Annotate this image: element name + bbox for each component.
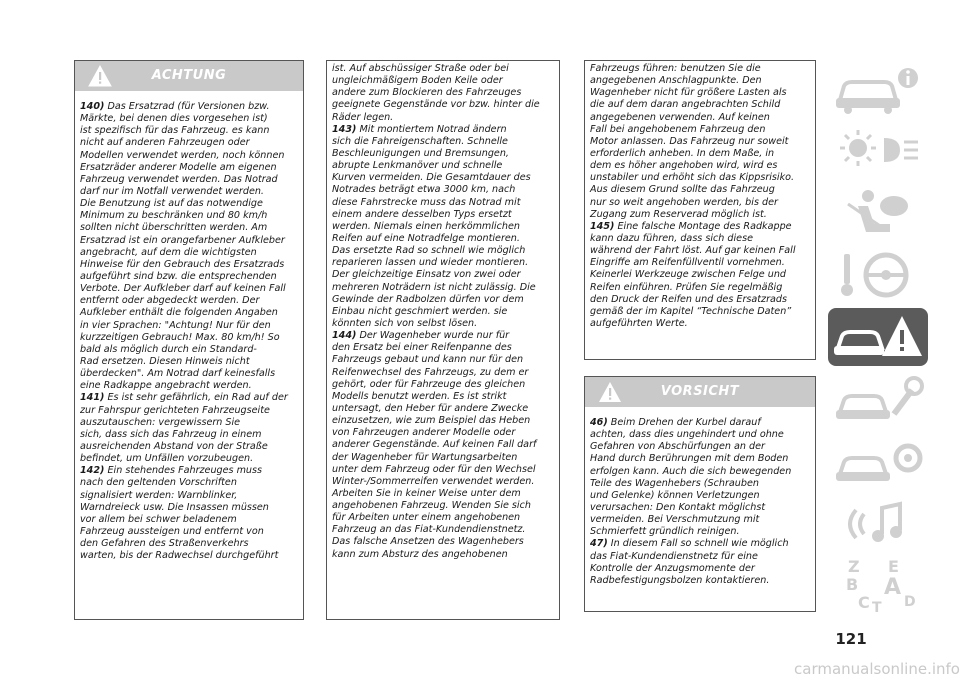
text-line bbox=[80, 113, 288, 125]
text-line bbox=[80, 125, 288, 137]
text-line bbox=[80, 320, 288, 332]
tab-technical-data[interactable] bbox=[828, 432, 928, 490]
text-line bbox=[80, 538, 288, 550]
text-line bbox=[590, 245, 795, 257]
line-text: Ersatzräder anderer Modelle am eigenen bbox=[80, 161, 277, 173]
line-text: in vier Sprachen: "Achtung! Nur für den bbox=[80, 319, 271, 331]
line-text: andere zum Blockieren des Fahrzeuges bbox=[332, 87, 522, 99]
text-line bbox=[332, 87, 540, 99]
line-text: gemäß der im Kapitel “Technische Daten” bbox=[590, 305, 792, 317]
line-text: Die Benutzung ist auf das notwendige bbox=[80, 198, 263, 210]
note-number: 141) bbox=[80, 392, 105, 404]
text-line bbox=[332, 367, 540, 379]
tab-starting-driving[interactable] bbox=[828, 246, 928, 304]
warning-text-block bbox=[590, 63, 795, 330]
text-line bbox=[332, 294, 540, 306]
line-text: ist spezifisch für das Fahrzeug. es kann bbox=[80, 125, 270, 137]
line-text: verursachen: Den Kontakt möglichst bbox=[590, 501, 766, 513]
text-line bbox=[590, 197, 795, 209]
text-line bbox=[80, 295, 288, 307]
text-line bbox=[590, 209, 795, 221]
text-line bbox=[332, 221, 540, 233]
note-number: 144) bbox=[332, 330, 357, 342]
line-text: dem es höher angehoben wird, wird es bbox=[590, 160, 778, 172]
note-number: 142) bbox=[80, 465, 105, 477]
text-line bbox=[590, 441, 791, 453]
line-text: angegebenen Anschlagpunkte. Den bbox=[590, 75, 762, 87]
line-text: werden. Niemals einen herkömmlichen bbox=[332, 220, 520, 232]
line-text: Märkte, bei denen dies vorgesehen ist) bbox=[80, 113, 268, 125]
index-letter-a: A bbox=[884, 575, 902, 600]
text-line bbox=[590, 184, 795, 196]
warning-text-block bbox=[80, 101, 288, 562]
tab-maintenance[interactable] bbox=[828, 370, 928, 428]
text-line bbox=[332, 136, 540, 148]
line-text: Notrades beträgt etwa 3000 km, nach bbox=[332, 184, 516, 196]
text-line bbox=[590, 490, 791, 502]
index-letter-b: B bbox=[846, 575, 859, 594]
line-text: Arbeiten Sie in keiner Weise unter dem bbox=[332, 487, 521, 499]
text-line bbox=[332, 391, 540, 403]
line-text: die auf dem daran angebrachten Schild bbox=[590, 99, 781, 111]
text-line bbox=[80, 222, 288, 234]
line-text: für Arbeiten unter einem angehobenen bbox=[332, 512, 521, 524]
text-line bbox=[332, 415, 540, 427]
line-text: sollten nicht überschritten werden. Am bbox=[80, 222, 268, 234]
text-line bbox=[590, 221, 795, 233]
line-text: diese Fahrstrecke muss das Notrad mit bbox=[332, 196, 521, 208]
warning-column-2 bbox=[326, 60, 560, 620]
text-line bbox=[590, 257, 795, 269]
watermark: carmanualsonline.info bbox=[794, 660, 960, 678]
text-line bbox=[332, 512, 540, 524]
text-line bbox=[332, 488, 540, 500]
line-text: Ein stehendes Fahrzeuges muss bbox=[104, 465, 262, 477]
text-line bbox=[590, 282, 795, 294]
note-number: 140) bbox=[80, 101, 105, 112]
text-line bbox=[80, 332, 288, 344]
line-text: Das Ersatzrad (für Versionen bzw. bbox=[104, 101, 270, 112]
line-text: kann dazu führen, dass sich diese bbox=[590, 232, 753, 244]
line-text: Modellen verwendet werden, noch können bbox=[80, 149, 285, 161]
line-text: nur so weit angehoben werden, bis der bbox=[590, 196, 778, 208]
text-line bbox=[80, 417, 288, 429]
line-text: Reifen einführen. Prüfen Sie regelmäßig bbox=[590, 281, 783, 293]
line-text: ungleichmäßigem Boden Keile oder bbox=[332, 75, 503, 87]
line-text: entfernt oder abgedeckt werden. Der bbox=[80, 295, 260, 307]
tech-data-icon bbox=[828, 432, 928, 490]
text-line bbox=[80, 429, 288, 441]
line-text: anderer Gegenstände. Auf keinen Fall darf bbox=[332, 439, 537, 451]
line-text: Es ist sehr gefährlich, ein Rad auf der bbox=[104, 392, 288, 404]
line-text: geeignete Gegenstände vor bzw. hinter die bbox=[332, 99, 540, 111]
line-text: während der Fahrt löst. Auf gar keinen Fall bbox=[590, 245, 796, 257]
note-number: 46) bbox=[590, 417, 608, 428]
line-text: Reifenwechsel des Fahrzeugs, zu dem er bbox=[332, 366, 529, 378]
line-text: Eine falsche Montage des Radkappe bbox=[614, 220, 792, 232]
line-text: warten, bis der Radwechsel durchgeführt bbox=[80, 550, 279, 562]
line-text: Schmierfett gründlich reinigen. bbox=[590, 526, 740, 538]
line-text: Radbefestigungsbolzen kontaktieren. bbox=[590, 574, 770, 586]
multimedia-icon bbox=[828, 494, 928, 552]
text-line bbox=[332, 99, 540, 111]
line-text: signalisiert werden: Warnblinker, bbox=[80, 489, 238, 501]
line-text: Fahrzeug aussteigen und entfernt von bbox=[80, 525, 264, 537]
line-text: erforderlich anheben. In dem Maße, in bbox=[590, 147, 775, 159]
line-text: Eingriffe am Reifenfüllventil vornehmen. bbox=[590, 257, 785, 269]
line-text: Verbote. Der Aufkleber darf auf keinen Fall bbox=[80, 283, 286, 295]
text-line bbox=[590, 318, 795, 330]
text-line bbox=[590, 563, 791, 575]
tab-multimedia[interactable] bbox=[828, 494, 928, 552]
line-text: das Fiat-Kundendienstnetz für eine bbox=[590, 550, 758, 562]
line-text: Minimum zu beschränken und 80 km/h bbox=[80, 210, 268, 222]
line-text: Teile des Wagenhebers (Schrauben bbox=[590, 477, 759, 489]
text-line bbox=[80, 490, 288, 502]
line-text: gehört, oder für Fahrzeuge des gleichen bbox=[332, 378, 526, 390]
line-text: befindet, um Unfällen vorzubeugen. bbox=[80, 453, 254, 465]
banner-title: ACHTUNG bbox=[151, 68, 227, 83]
line-text: könnten sich von selbst lösen. bbox=[332, 317, 478, 329]
text-line bbox=[332, 500, 540, 512]
line-text: Wagenheber nicht für größere Lasten als bbox=[590, 87, 787, 99]
text-line bbox=[332, 330, 540, 342]
index-letter-t: T bbox=[872, 600, 882, 614]
text-line bbox=[332, 549, 540, 561]
line-text: Gefahren von Abschürfungen an der bbox=[590, 441, 765, 453]
text-line bbox=[80, 344, 288, 356]
line-text: eine Radkappe angebracht werden. bbox=[80, 380, 252, 392]
line-text: angehobenen Fahrzeug. Wenden Sie sich bbox=[332, 500, 531, 512]
text-line bbox=[80, 477, 288, 489]
text-line bbox=[590, 160, 795, 172]
line-text: Warndreieck usw. Die Insassen müssen bbox=[80, 501, 269, 513]
line-text: Das falsche Ansetzen des Wagenhebers bbox=[332, 536, 524, 548]
breakdown-warning-icon bbox=[828, 308, 928, 366]
index-letter-e: E bbox=[888, 557, 899, 576]
line-text: auszutauschen: vergewissern Sie bbox=[80, 416, 241, 428]
text-line bbox=[332, 318, 540, 330]
line-text: Der Wagenheber wurde nur für bbox=[356, 330, 510, 342]
line-text: Das ersetzte Rad so schnell wie möglich bbox=[332, 245, 526, 257]
note-number: 143) bbox=[332, 123, 357, 135]
note-number: 145) bbox=[590, 220, 615, 232]
line-text: einzusetzen, wie zum Beispiel das Heben bbox=[332, 415, 531, 427]
steering-key-icon bbox=[828, 246, 928, 304]
text-line bbox=[590, 99, 795, 111]
line-text: Aus diesem Grund sollte das Fahrzeug bbox=[590, 184, 775, 196]
text-line bbox=[590, 526, 791, 538]
line-text: nicht auf anderen Fahrzeugen oder bbox=[80, 137, 250, 149]
text-line bbox=[590, 453, 791, 465]
line-text: Beim Drehen der Kurbel darauf bbox=[607, 417, 761, 428]
text-line bbox=[590, 514, 791, 526]
car-info-icon bbox=[828, 60, 928, 118]
text-line bbox=[80, 259, 288, 271]
text-line bbox=[80, 186, 288, 198]
text-line bbox=[590, 136, 795, 148]
warning-column-1 bbox=[74, 60, 304, 620]
text-line bbox=[80, 380, 288, 392]
line-text: der Wagenheber für Wartungsarbeiten bbox=[332, 451, 518, 463]
line-text: erfolgen kann. Auch die sich bewegenden bbox=[590, 465, 792, 477]
index-letter-c: C bbox=[858, 593, 870, 612]
text-line bbox=[80, 283, 288, 295]
line-text: Der gleichzeitige Einsatz von zwei oder bbox=[332, 269, 521, 281]
line-text: Rad ersetzen. Diesen Hinweis nicht bbox=[80, 355, 250, 367]
line-text: Modells benutzt werden. Es ist strikt bbox=[332, 390, 507, 402]
line-text: Fall bei angehobenem Fahrzeug den bbox=[590, 123, 766, 135]
text-line bbox=[80, 174, 288, 186]
text-line bbox=[80, 405, 288, 417]
dashboard-lights-icon bbox=[828, 122, 928, 180]
line-text: Beschleunigungen und Bremsungen, bbox=[332, 147, 509, 159]
line-text: aufgeführten Werte. bbox=[590, 317, 688, 329]
line-text: abrupte Lenkmanöver und schnelle bbox=[332, 160, 503, 172]
tab-vehicle-info[interactable] bbox=[828, 60, 928, 118]
line-text: unstabiler und erhöht sich das Kippsrisiko. bbox=[590, 172, 795, 184]
line-text: den Druck der Reifen und des Ersatzrads bbox=[590, 293, 787, 305]
airbag-seat-icon bbox=[828, 184, 928, 242]
line-text: kann zum Absturz des angehobenen bbox=[332, 548, 508, 560]
text-line bbox=[80, 162, 288, 174]
line-text: darf nur im Notfall verwendet werden. bbox=[80, 185, 264, 197]
page-number: 121 bbox=[835, 630, 867, 648]
line-text: den Gefahren des Straßenverkehrs bbox=[80, 538, 249, 550]
line-text: Gewinde der Radbolzen dürfen vor dem bbox=[332, 293, 524, 305]
text-line bbox=[332, 282, 540, 294]
line-text: Fahrzeugs führen: benutzen Sie die bbox=[590, 63, 761, 74]
line-text: unter dem Fahrzeug oder für den Wechsel bbox=[332, 463, 536, 475]
text-line bbox=[590, 112, 795, 124]
text-line bbox=[590, 63, 795, 75]
text-line bbox=[80, 101, 288, 113]
line-text: aufgeführt sind bzw. die entsprechenden bbox=[80, 270, 277, 282]
line-text: Keinerlei Werkzeuge zwischen Felge und bbox=[590, 269, 786, 281]
line-text: Kurven vermeiden. Die Gesamtdauer des bbox=[332, 172, 531, 184]
tab-safety[interactable] bbox=[828, 184, 928, 242]
text-line bbox=[332, 257, 540, 269]
line-text: und Gelenke) können Verletzungen bbox=[590, 489, 760, 501]
text-line bbox=[590, 306, 795, 318]
text-line bbox=[590, 466, 791, 478]
text-line bbox=[332, 197, 540, 209]
text-line bbox=[80, 514, 288, 526]
text-line bbox=[332, 306, 540, 318]
text-line bbox=[80, 368, 288, 380]
text-line bbox=[590, 172, 795, 184]
text-line bbox=[80, 198, 288, 210]
text-line bbox=[80, 271, 288, 283]
line-text: kurzzeitigen Gebrauch! Max. 80 km/h! So bbox=[80, 331, 280, 343]
text-line bbox=[332, 148, 540, 160]
index-letters-icon bbox=[828, 556, 928, 614]
line-text: einem andere desselben Typs ersetzt bbox=[332, 208, 512, 220]
caution-text-block bbox=[590, 417, 791, 587]
text-line bbox=[332, 269, 540, 281]
line-text: Motor anlassen. Das Fahrzeug nur soweit bbox=[590, 135, 789, 147]
text-line bbox=[80, 392, 288, 404]
text-line bbox=[332, 476, 540, 488]
line-text: mehreren Noträdern ist nicht zulässig. Die bbox=[332, 281, 536, 293]
line-text: Reifen auf eine Notradfelge montieren. bbox=[332, 232, 520, 244]
warning-banner bbox=[75, 61, 303, 91]
line-text: Fahrzeug an das Fiat-Kundendienstnetz. bbox=[332, 524, 526, 536]
line-text: Räder legen. bbox=[332, 111, 394, 123]
line-text: Fahrzeugs gebaut und kann nur für den bbox=[332, 354, 524, 366]
text-line bbox=[590, 417, 791, 429]
warning-column-3 bbox=[584, 60, 816, 360]
line-text: von Fahrzeugen anderer Modelle oder bbox=[332, 427, 516, 439]
line-text: überdecken". Am Notrad darf keinesfalls bbox=[80, 368, 276, 380]
text-line bbox=[332, 379, 540, 391]
text-line bbox=[332, 452, 540, 464]
line-text: In diesem Fall so schnell wie möglich bbox=[607, 538, 789, 550]
text-line bbox=[590, 294, 795, 306]
text-line bbox=[80, 356, 288, 368]
text-line bbox=[590, 75, 795, 87]
line-text: angegebenen verwenden. Auf keinen bbox=[590, 111, 770, 123]
text-line bbox=[332, 63, 540, 75]
text-line bbox=[80, 247, 288, 259]
line-text: Hinweise für den Gebrauch des Ersatzrads bbox=[80, 258, 285, 270]
text-line bbox=[80, 502, 288, 514]
line-text: Ersatzrad ist ein orangefarbener Aufkleber bbox=[80, 234, 285, 246]
line-text: Einbau nicht geschmiert werden. sie bbox=[332, 305, 508, 317]
text-line bbox=[332, 160, 540, 172]
line-text: Kontrolle der Anzugsmomente der bbox=[590, 562, 755, 574]
text-line bbox=[590, 269, 795, 281]
text-line bbox=[80, 210, 288, 222]
line-text: sich die Fahreigenschaften. Schnelle bbox=[332, 135, 508, 147]
text-line bbox=[590, 502, 791, 514]
text-line bbox=[80, 526, 288, 538]
text-line bbox=[80, 550, 288, 562]
text-line bbox=[332, 124, 540, 136]
text-line bbox=[80, 441, 288, 453]
note-number: 47) bbox=[590, 538, 608, 550]
line-text: achten, dass dies ungehindert und ohne bbox=[590, 429, 784, 441]
line-text: den Ersatz bei einer Reifenpanne des bbox=[332, 342, 512, 354]
text-line bbox=[590, 148, 795, 160]
text-line bbox=[590, 538, 791, 550]
text-line bbox=[590, 87, 795, 99]
text-line bbox=[80, 453, 288, 465]
text-line bbox=[332, 172, 540, 184]
text-line bbox=[80, 235, 288, 247]
line-text: Mit montiertem Notrad ändern bbox=[356, 123, 507, 135]
text-line bbox=[332, 536, 540, 548]
text-line bbox=[332, 112, 540, 124]
line-text: bald als möglich durch ein Standard- bbox=[80, 343, 257, 355]
text-line bbox=[332, 427, 540, 439]
line-text: reparieren lassen und wieder montieren. bbox=[332, 257, 529, 269]
tab-dashboard[interactable] bbox=[828, 122, 928, 180]
caution-column bbox=[584, 376, 816, 612]
index-letter-d: D bbox=[904, 594, 916, 610]
text-line bbox=[332, 233, 540, 245]
tab-emergency[interactable] bbox=[828, 308, 928, 366]
line-text: zur Fahrspur gerichteten Fahrzeugseite bbox=[80, 404, 270, 416]
line-text: Aufkleber enthält die folgenden Angaben bbox=[80, 307, 278, 319]
text-line bbox=[332, 342, 540, 354]
line-text: Winter-/Sommerreifen verwendet werden. bbox=[332, 475, 535, 487]
text-line bbox=[590, 429, 791, 441]
text-line bbox=[332, 524, 540, 536]
text-line bbox=[332, 75, 540, 87]
text-line bbox=[80, 307, 288, 319]
text-line bbox=[80, 137, 288, 149]
text-line bbox=[332, 464, 540, 476]
line-text: Hand durch Berührungen mit dem Boden bbox=[590, 453, 789, 465]
line-text: Fahrzeug verwendet werden. Das Notrad bbox=[80, 173, 278, 185]
line-text: ist. Auf abschüssiger Straße oder bei bbox=[332, 63, 509, 74]
text-line bbox=[590, 478, 791, 490]
line-text: vor allem bei schwer beladenem bbox=[80, 513, 237, 525]
text-line bbox=[332, 245, 540, 257]
text-line bbox=[332, 403, 540, 415]
text-line bbox=[590, 551, 791, 563]
text-line bbox=[332, 354, 540, 366]
text-line bbox=[590, 124, 795, 136]
maintenance-wrench-icon bbox=[828, 370, 928, 428]
text-line bbox=[80, 465, 288, 477]
line-text: vermeiden. Bei Verschmutzung mit bbox=[590, 514, 760, 526]
line-text: sich, dass sich das Fahrzeug in einem bbox=[80, 428, 262, 440]
line-text: ausreichenden Abstand von der Straße bbox=[80, 440, 268, 452]
text-line bbox=[80, 150, 288, 162]
text-line bbox=[332, 184, 540, 196]
line-text: nach den geltenden Vorschriften bbox=[80, 477, 237, 489]
caution-banner bbox=[585, 377, 815, 407]
text-line bbox=[332, 209, 540, 221]
index-letter-z: Z bbox=[848, 557, 860, 576]
line-text: untersagt, den Heber für andere Zwecke bbox=[332, 402, 529, 414]
line-text: Zugang zum Reserverad möglich ist. bbox=[590, 208, 767, 220]
tab-index[interactable] bbox=[828, 556, 928, 614]
text-line bbox=[590, 233, 795, 245]
text-line bbox=[590, 575, 791, 587]
line-text: angebracht, auf dem die wichtigsten bbox=[80, 246, 257, 258]
warning-text-block bbox=[332, 63, 540, 561]
text-line bbox=[332, 439, 540, 451]
banner-title: VORSICHT bbox=[660, 384, 740, 399]
